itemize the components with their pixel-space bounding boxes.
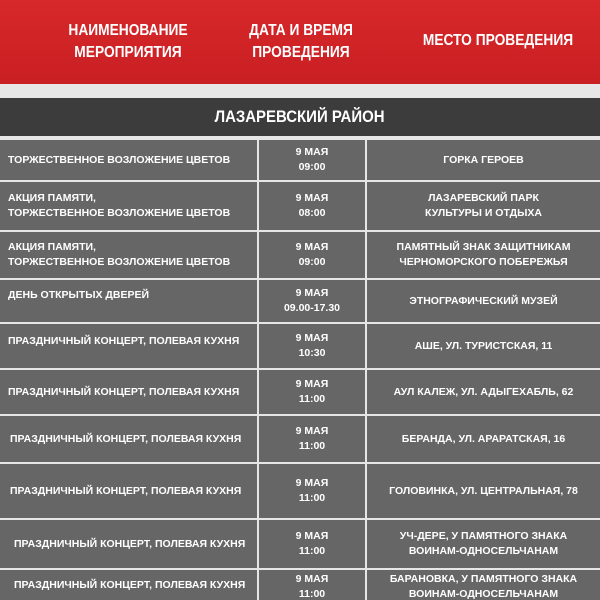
table-row	[0, 370, 600, 416]
event-date: 9 МАЯ 09:00	[295, 241, 329, 268]
event-date: 9 МАЯ 11:00	[295, 378, 329, 405]
district-title: ЛАЗАРЕВСКИЙ РАЙОН	[215, 107, 385, 126]
header-event-name: НАИМЕНОВАНИЕ МЕРОПРИЯТИЯ	[68, 22, 188, 61]
event-place: ГОЛОВИНКА, УЛ. ЦЕНТРАЛЬНАЯ, 78	[389, 484, 578, 497]
header-venue: МЕСТО ПРОВЕДЕНИЯ	[422, 32, 574, 49]
table-row	[0, 232, 600, 280]
event-place: ЭТНОГРАФИЧЕСКИЙ МУЗЕЙ	[409, 294, 558, 307]
event-date: 9 МАЯ 10:30	[295, 332, 329, 359]
event-name: ДЕНЬ ОТКРЫТЫХ ДВЕРЕЙ	[8, 289, 150, 301]
table-row	[0, 520, 600, 570]
header-gap	[0, 84, 600, 98]
table-row	[0, 280, 600, 324]
event-date: 9 МАЯ 09:00	[295, 146, 329, 173]
event-name: ТОРЖЕСТВЕННОЕ ВОЗЛОЖЕНИЕ ЦВЕТОВ	[8, 153, 231, 166]
table-row	[0, 324, 600, 370]
event-date: 9 МАЯ 08:00	[295, 192, 329, 219]
event-place: АУЛ КАЛЕЖ, УЛ. АДЫГЕХАБЛЬ, 62	[393, 385, 574, 398]
event-date: 9 МАЯ 11:00	[295, 477, 329, 504]
event-name: ПРАЗДНИЧНЫЙ КОНЦЕРТ, ПОЛЕВАЯ КУХНЯ	[14, 537, 246, 550]
event-place: БЕРАНДА, УЛ. АРАРАТСКАЯ, 16	[401, 432, 566, 445]
event-place: ГОРКА ГЕРОЕВ	[443, 153, 524, 166]
events-table	[0, 140, 600, 600]
event-name: ПРАЗДНИЧНЫЙ КОНЦЕРТ, ПОЛЕВАЯ КУХНЯ	[10, 432, 242, 445]
event-place: БАРАНОВКА, У ПАМЯТНОГО ЗНАКА ВОИНАМ-ОДНОСЕЛЬЧАНАМ	[389, 573, 578, 600]
event-name: АКЦИЯ ПАМЯТИ, ТОРЖЕСТВЕННОЕ ВОЗЛОЖЕНИЕ ЦВЕТОВ	[8, 241, 231, 268]
event-place: ЛАЗАРЕВСКИЙ ПАРК КУЛЬТУРЫ И ОТДЫХА	[425, 192, 542, 219]
district-heading	[0, 98, 600, 138]
event-date: 9 МАЯ 11:00	[295, 425, 329, 452]
header-date-time: ДАТА И ВРЕМЯ ПРОВЕДЕНИЯ	[249, 22, 353, 61]
event-name: ПРАЗДНИЧНЫЙ КОНЦЕРТ, ПОЛЕВАЯ КУХНЯ	[14, 579, 246, 591]
event-place: ПАМЯТНЫЙ ЗНАК ЗАЩИТНИКАМ ЧЕРНОМОРСКОГО ПОБЕРЕЖЬЯ	[396, 241, 571, 268]
event-name: АКЦИЯ ПАМЯТИ, ТОРЖЕСТВЕННОЕ ВОЗЛОЖЕНИЕ ЦВЕТОВ	[8, 192, 231, 219]
event-name: ПРАЗДНИЧНЫЙ КОНЦЕРТ, ПОЛЕВАЯ КУХНЯ	[10, 484, 242, 497]
table-row	[0, 464, 600, 520]
event-place: УЧ-ДЕРЕ, У ПАМЯТНОГО ЗНАКА ВОИНАМ-ОДНОСЕЛЬЧАНАМ	[399, 530, 568, 557]
event-name: ПРАЗДНИЧНЫЙ КОНЦЕРТ, ПОЛЕВАЯ КУХНЯ	[8, 385, 240, 398]
event-place: АШЕ, УЛ. ТУРИСТСКАЯ, 11	[414, 339, 553, 352]
table-row	[0, 570, 600, 600]
table-row	[0, 182, 600, 232]
event-name: ПРАЗДНИЧНЫЙ КОНЦЕРТ, ПОЛЕВАЯ КУХНЯ	[8, 335, 240, 347]
event-date: 9 МАЯ 11:00	[295, 530, 329, 557]
table-row	[0, 140, 600, 182]
event-date: 9 МАЯ 11:00	[295, 573, 329, 600]
table-row	[0, 416, 600, 464]
table-header	[0, 0, 600, 84]
event-date: 9 МАЯ 09.00-17.30	[283, 287, 341, 314]
